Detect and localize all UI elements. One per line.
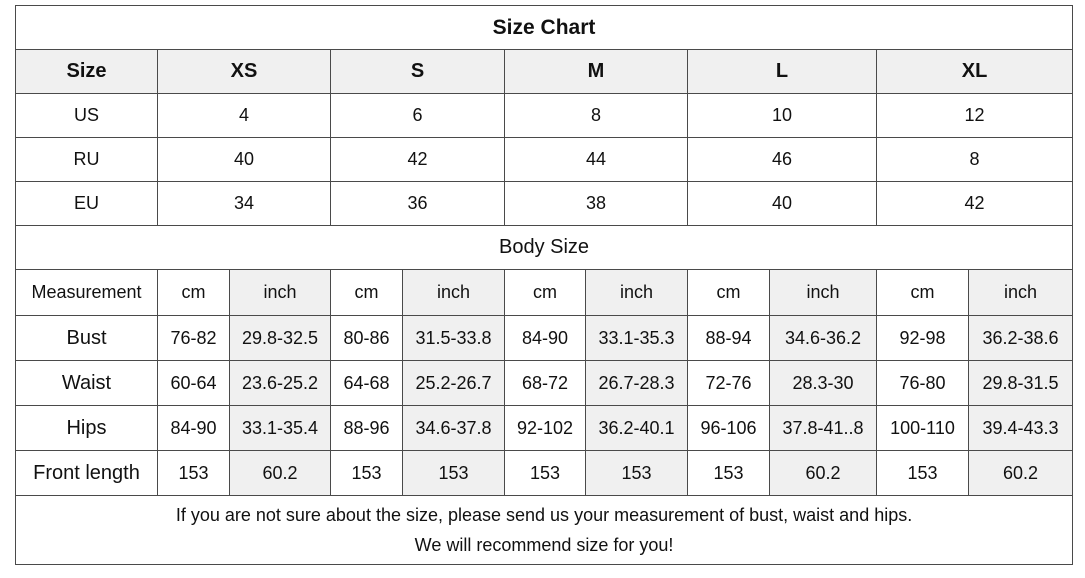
measurement-row-bust	[16, 316, 1073, 361]
table-cell: 6	[331, 94, 505, 138]
table-cell: 12	[877, 94, 1073, 138]
table-cell: 80-86	[331, 316, 403, 361]
table-cell: 153	[403, 451, 505, 496]
table-cell: 84-90	[158, 406, 230, 451]
table-cell: 153	[331, 451, 403, 496]
table-cell: 88-94	[688, 316, 770, 361]
table-cell: 40	[158, 138, 331, 182]
table-cell: 153	[505, 451, 586, 496]
table-cell: 36.2-40.1	[586, 406, 688, 451]
size-header-label: Size	[16, 50, 158, 94]
table-cell: 76-80	[877, 361, 969, 406]
table-cell: 60.2	[770, 451, 877, 496]
size-l-header: L	[688, 50, 877, 94]
row-label: Waist	[16, 361, 158, 406]
conversion-row-us	[16, 94, 1073, 138]
table-cell: 34.6-37.8	[403, 406, 505, 451]
unit-cell: inch	[403, 270, 505, 316]
table-cell: 26.7-28.3	[586, 361, 688, 406]
table-cell: 4	[158, 94, 331, 138]
size-header-row	[16, 50, 1073, 94]
table-cell: 72-76	[688, 361, 770, 406]
table-cell: 33.1-35.4	[230, 406, 331, 451]
row-label: Bust	[16, 316, 158, 361]
unit-cell: inch	[230, 270, 331, 316]
unit-cell: cm	[877, 270, 969, 316]
size-xs-header: XS	[158, 50, 331, 94]
table-cell: 39.4-43.3	[969, 406, 1073, 451]
unit-cell: cm	[158, 270, 230, 316]
table-cell: 25.2-26.7	[403, 361, 505, 406]
size-chart-table	[15, 5, 1073, 565]
table-cell: 42	[331, 138, 505, 182]
table-cell: 88-96	[331, 406, 403, 451]
table-cell: 40	[688, 182, 877, 226]
table-cell: 29.8-32.5	[230, 316, 331, 361]
table-cell: 8	[505, 94, 688, 138]
table-cell: 38	[505, 182, 688, 226]
table-cell: 100-110	[877, 406, 969, 451]
size-xl-header: XL	[877, 50, 1073, 94]
chart-title: Size Chart	[16, 6, 1073, 50]
table-cell: 29.8-31.5	[969, 361, 1073, 406]
measurement-row-hips	[16, 406, 1073, 451]
table-cell: 68-72	[505, 361, 586, 406]
row-label: Hips	[16, 406, 158, 451]
table-cell: 46	[688, 138, 877, 182]
body-size-title: Body Size	[16, 226, 1073, 270]
table-cell: 31.5-33.8	[403, 316, 505, 361]
conversion-row-eu	[16, 182, 1073, 226]
row-label: Front length	[16, 451, 158, 496]
table-cell: 10	[688, 94, 877, 138]
unit-cell: cm	[505, 270, 586, 316]
table-cell: 36.2-38.6	[969, 316, 1073, 361]
table-cell: 44	[505, 138, 688, 182]
table-cell: 76-82	[158, 316, 230, 361]
measurement-row-waist	[16, 361, 1073, 406]
table-cell: 153	[158, 451, 230, 496]
unit-cell: inch	[969, 270, 1073, 316]
unit-cell: cm	[688, 270, 770, 316]
table-cell: 92-98	[877, 316, 969, 361]
footer-line-2: We will recommend size for you!	[414, 535, 674, 555]
footer-line-1: If you are not sure about the size, please send us your measurement of bust, waist and hips.	[175, 505, 913, 525]
table-cell: 96-106	[688, 406, 770, 451]
table-cell: 84-90	[505, 316, 586, 361]
table-cell: 37.8-41..8	[770, 406, 877, 451]
unit-cell: inch	[770, 270, 877, 316]
table-cell: 34.6-36.2	[770, 316, 877, 361]
unit-cell: cm	[331, 270, 403, 316]
table-cell: 42	[877, 182, 1073, 226]
row-label: RU	[16, 138, 158, 182]
size-m-header: M	[505, 50, 688, 94]
table-cell: 60.2	[969, 451, 1073, 496]
table-cell: 153	[586, 451, 688, 496]
table-cell: 60-64	[158, 361, 230, 406]
table-cell: 33.1-35.3	[586, 316, 688, 361]
table-cell: 153	[877, 451, 969, 496]
row-label: EU	[16, 182, 158, 226]
table-cell: 23.6-25.2	[230, 361, 331, 406]
table-cell: 153	[688, 451, 770, 496]
table-cell: 92-102	[505, 406, 586, 451]
table-cell: 64-68	[331, 361, 403, 406]
measurement-row-front-length	[16, 451, 1073, 496]
table-cell: 28.3-30	[770, 361, 877, 406]
row-label: US	[16, 94, 158, 138]
table-cell: 36	[331, 182, 505, 226]
table-cell: 60.2	[230, 451, 331, 496]
measurement-header-row	[16, 270, 1073, 316]
size-s-header: S	[331, 50, 505, 94]
table-cell: 8	[877, 138, 1073, 182]
measurement-header-label: Measurement	[16, 270, 158, 316]
conversion-row-ru	[16, 138, 1073, 182]
table-cell: 34	[158, 182, 331, 226]
footer-note	[16, 496, 1073, 565]
unit-cell: inch	[586, 270, 688, 316]
